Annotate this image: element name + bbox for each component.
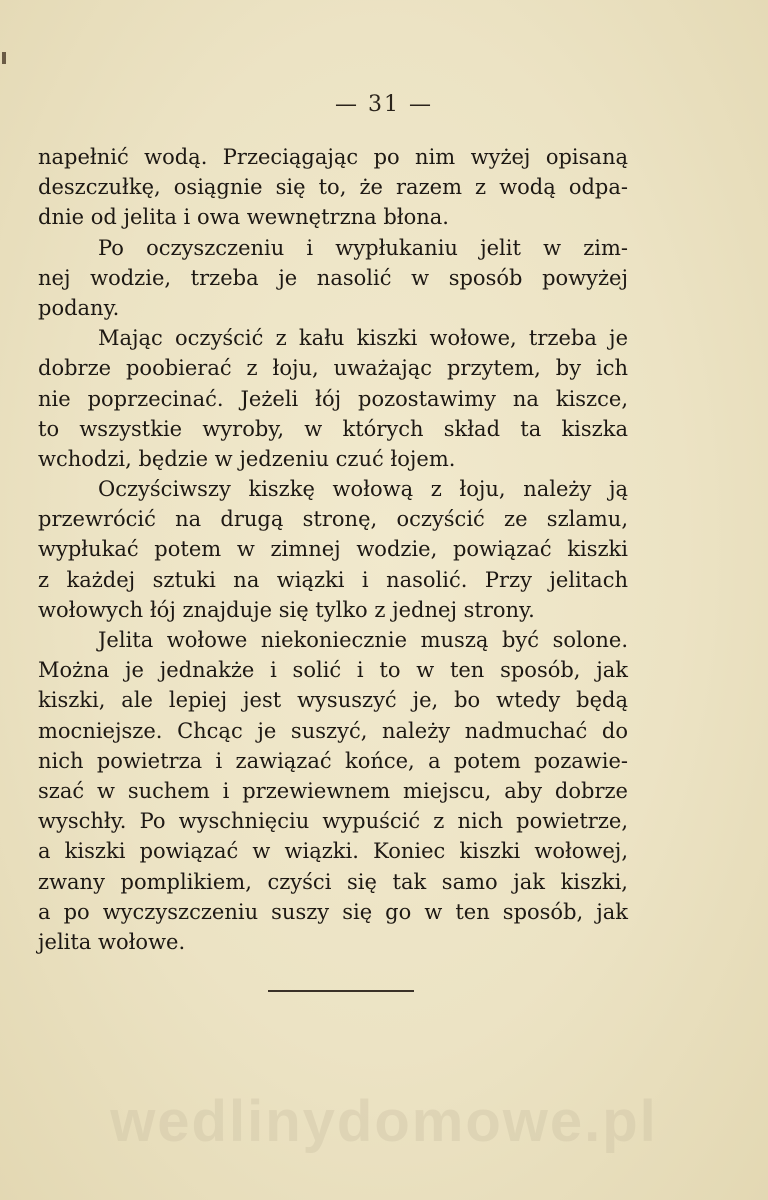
- text-line: szać w suchem i przewiewnem miejscu, aby dobrze: [38, 778, 628, 803]
- text-line: to wszystkie wyroby, w których skład ta kiszka: [38, 416, 628, 441]
- text-line: deszczułkę, osiągnie się to, że razem z wodą odpa-: [38, 175, 628, 200]
- text-line: nie poprzecinać. Jeżeli łój pozostawimy na kiszce,: [38, 386, 628, 411]
- page-number: — 31 —: [335, 92, 433, 117]
- text-line: Jelita wołowe niekoniecznie muszą być solone.: [98, 628, 628, 652]
- text-line: kiszki, ale lepiej jest wysuszyć je, bo wtedy będą: [38, 688, 628, 713]
- text-line: jelita wołowe.: [38, 929, 186, 954]
- text-line: mocniejsze. Chcąc je suszyć, należy nadmuchać do: [38, 718, 628, 743]
- text-line: a kiszki powiązać w wiązki. Koniec kiszki wołowej,: [38, 839, 628, 864]
- text-line: z każdej sztuki na wiązki i nasolić. Przy jelitach: [38, 567, 628, 592]
- text-line: Można je jednakże i solić i to w ten sposób, jak: [38, 658, 628, 683]
- text-line: wchodzi, będzie w jedzeniu czuć łojem.: [38, 446, 456, 471]
- page-edge-mark: [2, 52, 6, 64]
- body-text: [38, 142, 628, 957]
- text-line: Po oczyszczeniu i wypłukaniu jelit w zim-: [98, 235, 628, 260]
- text-line: wypłukać potem w zimnej wodzie, powiązać kiszki: [38, 537, 628, 562]
- text-line: nich powietrza i zawiązać końce, a potem pozawie-: [38, 748, 628, 773]
- text-line: a po wyczyszczeniu suszy się go w ten sposób, jak: [38, 899, 628, 924]
- text-line: Oczyściwszy kiszkę wołową z łoju, należy ją: [98, 477, 628, 502]
- text-line: zwany pomplikiem, czyści się tak samo jak kiszki,: [38, 869, 628, 894]
- text-line: nej wodzie, trzeba je nasolić w sposób powyżej: [38, 265, 628, 290]
- text-line: wołowych łój znajduje się tylko z jednej strony.: [38, 597, 535, 622]
- text-line: dobrze poobierać z łoju, uważając przytem, by ich: [38, 356, 628, 381]
- text-line: Mając oczyścić z kału kiszki wołowe, trzeba je: [98, 326, 628, 351]
- text-line: dnie od jelita i owa wewnętrzna błona.: [38, 205, 449, 230]
- text-line: przewrócić na drugą stronę, oczyścić ze szlamu,: [38, 507, 628, 532]
- text-line: wyschły. Po wyschnięciu wypuścić z nich powietrze,: [38, 809, 628, 834]
- text-line: podany.: [38, 295, 120, 320]
- text-line: napełnić wodą. Przeciągając po nim wyżej opisaną: [38, 145, 628, 169]
- watermark: wedlinydomowe.pl: [110, 1089, 658, 1154]
- section-divider: [268, 990, 414, 992]
